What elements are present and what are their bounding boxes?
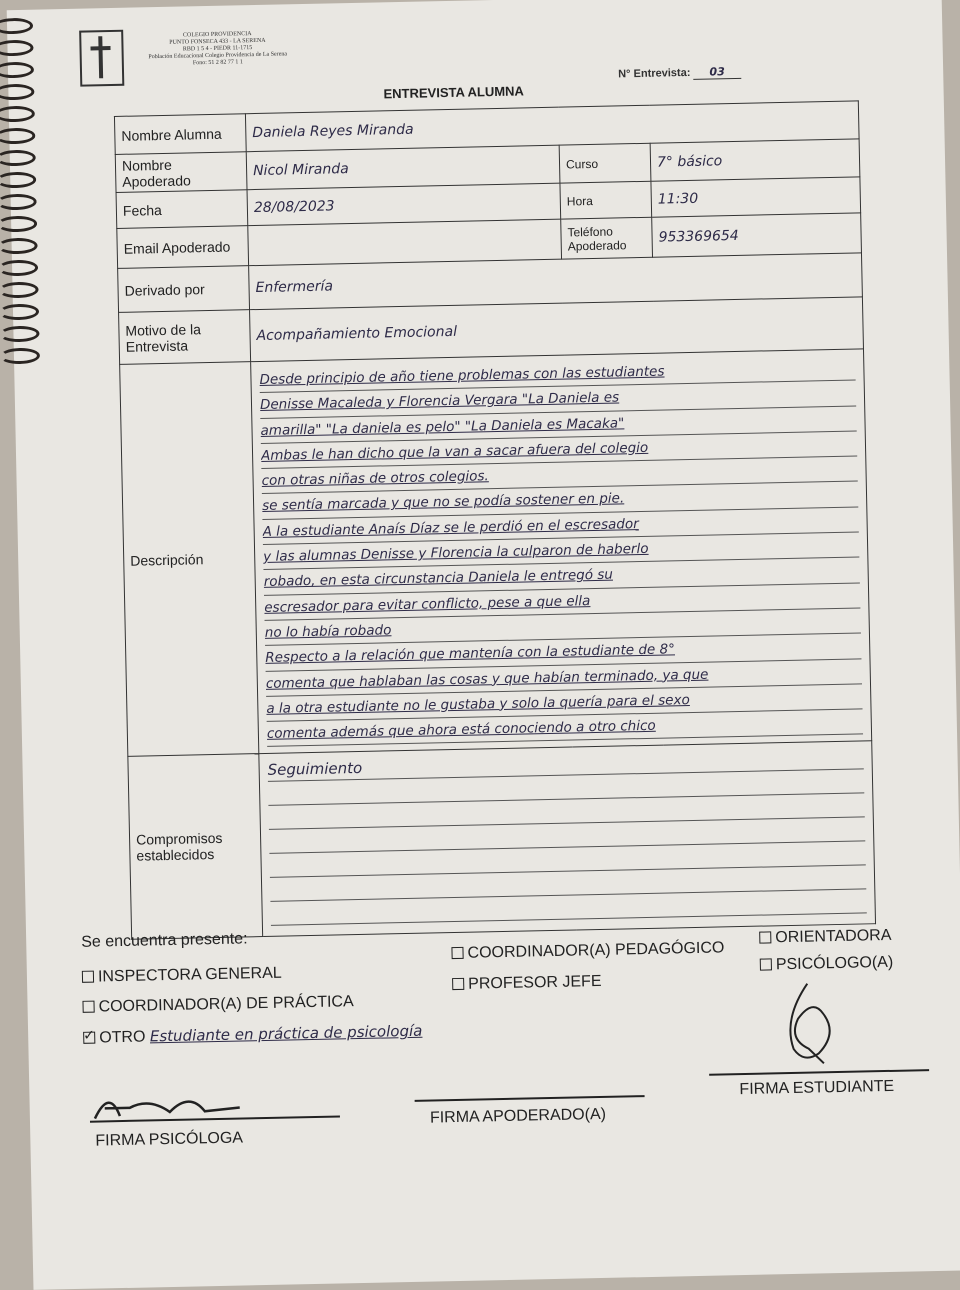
date-value: 28/08/2023 (247, 183, 561, 226)
reason-label: Motivo de la Entrevista (119, 310, 251, 365)
course-value: 7° básico (650, 139, 860, 181)
firma-psicologa-label: FIRMA PSICÓLOGA (95, 1129, 244, 1150)
checkbox-icon[interactable] (452, 978, 464, 990)
reason-value: Acompañamiento Emocional (250, 297, 864, 362)
date-label: Fecha (116, 190, 248, 229)
interview-number: N° Entrevista: 03 (618, 65, 741, 81)
checkbox-icon[interactable] (759, 931, 771, 943)
description-line: a la otra estudiante no le gustaba y solo la quería para el sexo (266, 684, 862, 722)
otro-value: Estudiante en práctica de psicología (149, 1021, 423, 1046)
description-text (259, 356, 863, 748)
description-line: Ambas le han dicho que la van a sacar afuera del colegio (261, 431, 857, 469)
option-inspectora[interactable]: INSPECTORA GENERAL (82, 965, 282, 987)
description-line: comenta que hablaban las cosas y que habían terminado, ya que (266, 659, 862, 697)
school-header: COLEGIO PROVIDENCIA PUNTO FONSECA 433 - LA SERENA RBD 1 5 4 - PIEDR 11-1715 Población Educacional Colegio Providencia de La Serena Fono: 51 2 82 77 1 1 (148, 31, 288, 67)
description-line: no lo había robado (265, 608, 861, 646)
description-line: escresador para evitar conflicto, pese a que ella (264, 583, 860, 621)
description-line: y las alumnas Denisse y Florencia la culparon de haberlo (263, 533, 859, 571)
option-profesor-jefe[interactable]: PROFESOR JEFE (452, 973, 602, 994)
estudiante-signature-icon (762, 978, 854, 1070)
description-line: robado, en esta circunstancia Daniela le entregó su (263, 558, 859, 596)
course-label: Curso (559, 143, 651, 183)
description-line: Desde principio de año tiene problemas con las estudiantes (259, 356, 855, 394)
guardian-value: Nicol Miranda (246, 145, 560, 190)
checkbox-icon[interactable] (451, 947, 463, 959)
guardian-label: Nombre Apoderado (115, 152, 247, 193)
email-label: Email Apoderado (117, 226, 249, 269)
description-line: Denisse Macaleda y Florencia Vergara "La Daniela es (260, 381, 856, 419)
phone-value: 953369654 (652, 213, 862, 257)
option-coord-practica[interactable]: COORDINADOR(A) DE PRÁCTICA (82, 993, 353, 1017)
spiral-binding (7, 0, 942, 10)
signature-line (709, 1069, 929, 1075)
firma-estudiante-label: FIRMA ESTUDIANTE (739, 1077, 895, 1099)
student-name-label: Nombre Alumna (114, 114, 246, 155)
form-title: ENTREVISTA ALUMNA (383, 83, 525, 102)
description-line: con otras niñas de otros colegios. (261, 457, 857, 495)
checkbox-checked-icon[interactable]: ✓ (83, 1026, 96, 1043)
option-otro[interactable]: ✓ OTRO Estudiante en práctica de psicología (83, 1021, 423, 1047)
checkbox-icon[interactable] (82, 971, 94, 983)
commitment-line: Seguimiento (267, 746, 863, 782)
checkbox-icon[interactable] (760, 958, 772, 970)
checkbox-icon[interactable] (82, 1001, 94, 1013)
firma-apoderado-label: FIRMA APODERADO(A) (429, 1105, 607, 1127)
student-name-value: Daniela Reyes Miranda (245, 101, 859, 152)
description-line: Respecto a la relación que mantenía con la estudiante de 8° (265, 634, 861, 672)
signature-line (415, 1095, 645, 1101)
presence-heading: Se encuentra presente: (81, 930, 248, 951)
description-line: comenta además que ahora está conociendo a otro chico (267, 710, 863, 748)
commitments-text (267, 746, 866, 926)
phone-label: Teléfono Apoderado (561, 217, 653, 259)
description-label: Descripción (120, 362, 259, 757)
referred-label: Derivado por (118, 266, 250, 313)
form-sheet (7, 0, 960, 1290)
interview-table (114, 100, 876, 940)
description-line: se sentía marcada y que no se podía sostener en pie. (262, 482, 858, 520)
option-coord-pedagogico[interactable]: COORDINADOR(A) PEDAGÓGICO (451, 939, 724, 963)
time-label: Hora (560, 181, 652, 219)
email-value (248, 219, 562, 266)
option-psicologo[interactable]: PSICÓLOGO(A) (760, 954, 894, 975)
description-line: A la estudiante Anaís Díaz se le perdió en el escresador (262, 507, 858, 545)
description-line: amarilla" "La daniela es pelo" "La Daniela es Macaka" (260, 406, 856, 444)
commitments-label: Compromisos establecidos (128, 754, 263, 940)
school-crest-icon (79, 30, 124, 87)
option-orientadora[interactable]: ORIENTADORA (759, 927, 892, 948)
referred-value: Enfermería (249, 253, 863, 310)
interview-number-value: 03 (693, 65, 741, 80)
time-value: 11:30 (651, 177, 861, 217)
